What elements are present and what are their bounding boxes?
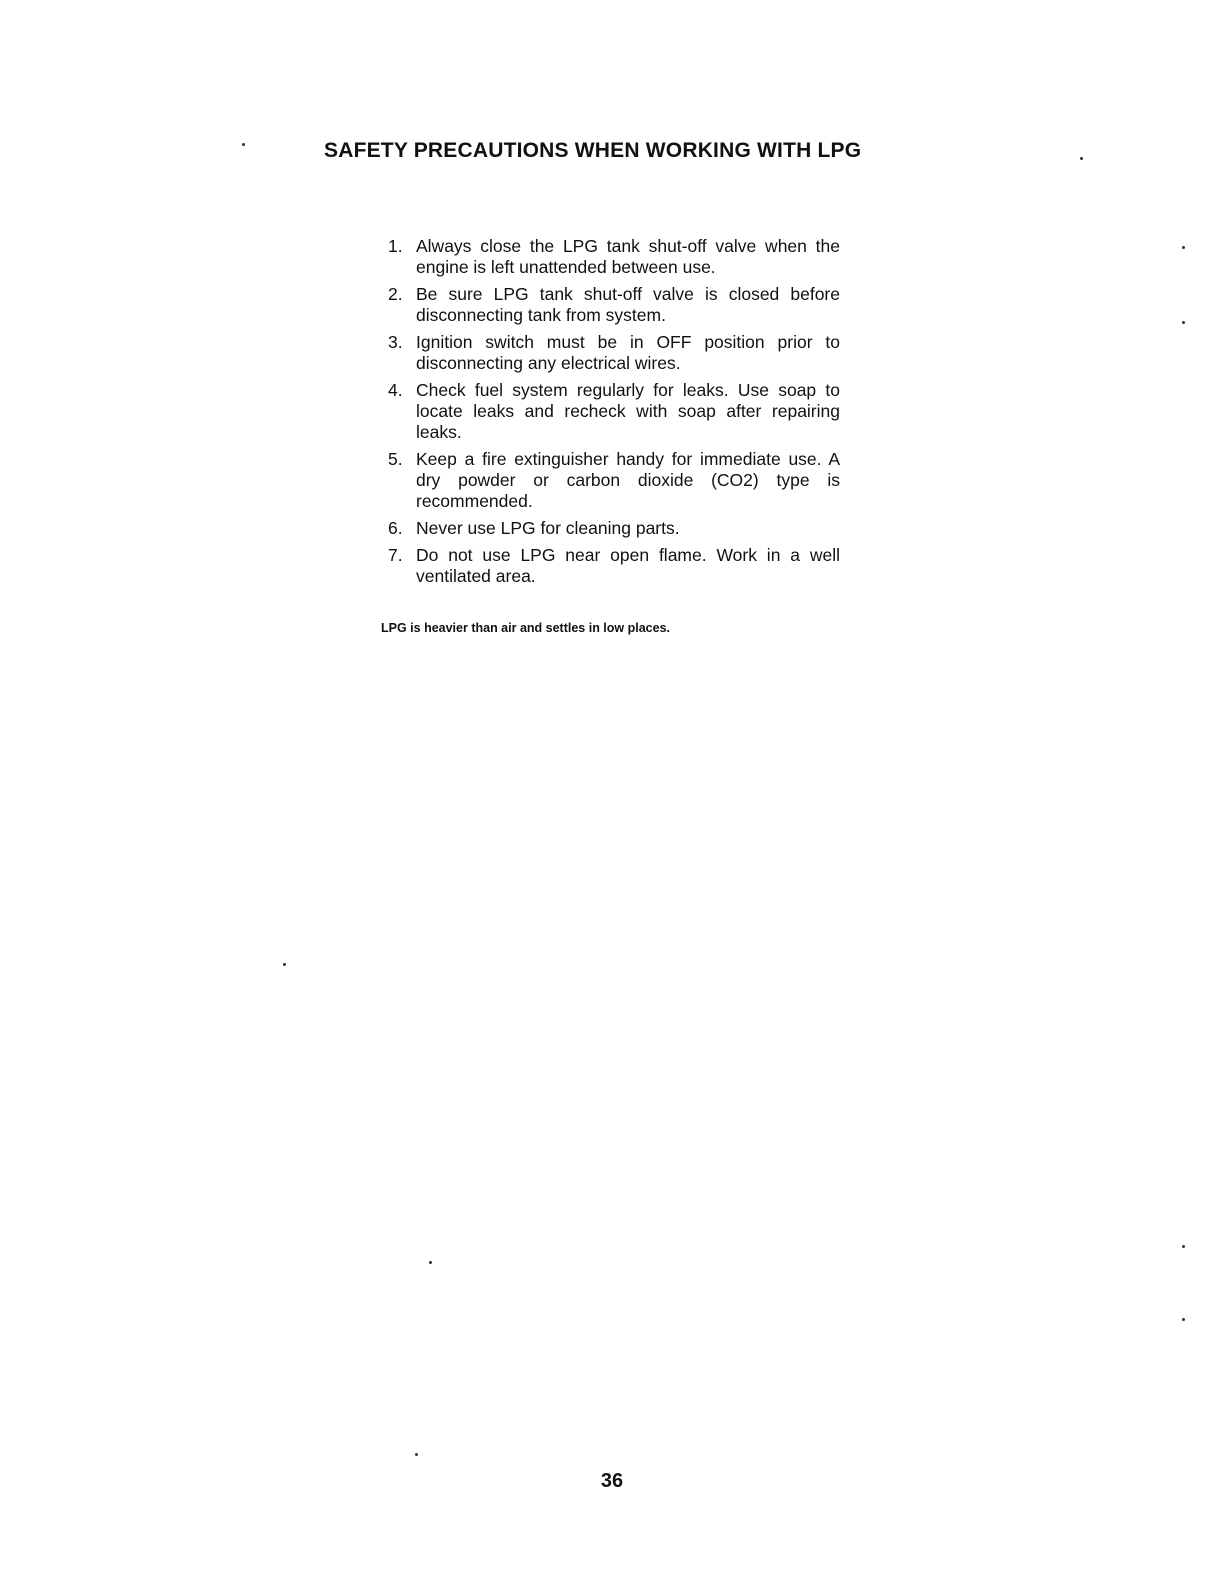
list-item <box>388 284 840 326</box>
list-item <box>388 332 840 374</box>
list-item-text: Keep a fire extinguisher handy for immediate use. A dry powder or carbon dioxide (CO2) type is recommended. <box>416 449 840 511</box>
list-item-number: 1. <box>388 236 403 256</box>
scan-speck <box>1080 157 1083 160</box>
list-item-text: Always close the LPG tank shut-off valve when the engine is left unattended between use. <box>416 236 840 277</box>
page-title: SAFETY PRECAUTIONS WHEN WORKING WITH LPG <box>324 139 862 162</box>
list-item-number: 2. <box>388 284 403 304</box>
page-number: 36 <box>600 1470 624 1492</box>
list-item <box>388 380 840 443</box>
list-item-number: 3. <box>388 332 403 352</box>
list-item-text: Do not use LPG near open flame. Work in a well ventilated area. <box>416 545 840 586</box>
scan-speck <box>1182 321 1185 324</box>
list-item-number: 7. <box>388 545 403 565</box>
list-item <box>388 236 840 278</box>
list-item <box>388 545 840 587</box>
scan-speck <box>283 963 286 966</box>
scan-speck <box>1182 1245 1185 1248</box>
list-item-text: Check fuel system regularly for leaks. Use soap to locate leaks and recheck with soap after repairing leaks. <box>416 380 840 442</box>
list-item-text: Be sure LPG tank shut-off valve is closed before disconnecting tank from system. <box>416 284 840 325</box>
list-item-number: 6. <box>388 518 403 538</box>
scan-speck <box>415 1453 418 1456</box>
scan-speck <box>242 143 245 146</box>
scan-speck <box>429 1261 432 1264</box>
list-item <box>388 449 840 512</box>
safety-precautions-list <box>388 236 840 593</box>
lpg-note: LPG is heavier than air and settles in low places. <box>381 621 670 635</box>
list-item-text: Never use LPG for cleaning parts. <box>416 518 680 538</box>
scan-speck <box>1182 246 1185 249</box>
list-item-text: Ignition switch must be in OFF position prior to disconnecting any electrical wires. <box>416 332 840 373</box>
scan-speck <box>1182 1318 1185 1321</box>
list-item-number: 5. <box>388 449 403 469</box>
list-item <box>388 518 840 539</box>
list-item-number: 4. <box>388 380 403 400</box>
